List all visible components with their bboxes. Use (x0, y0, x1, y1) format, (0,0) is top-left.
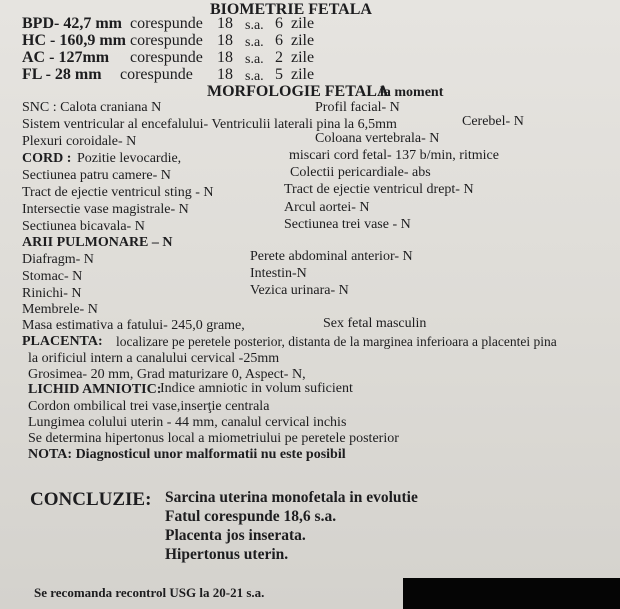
sectiunea4-line: Sectiunea patru camere- N (22, 168, 171, 183)
morph-title: MORFOLOGIE FETALA (207, 83, 389, 100)
arcul-line: Arcul aortei- N (284, 200, 370, 215)
placenta-label: PLACENTA: (22, 334, 103, 349)
bpd-sa: s.a. (245, 18, 264, 33)
fl-days: 5 (275, 66, 283, 83)
ac-corr: corespunde (130, 49, 203, 66)
recommendation-line: Se recomanda recontrol USG la 20-21 s.a. (34, 585, 265, 600)
bicavala-line: Sectiunea bicavala- N (22, 219, 145, 234)
conclusion-label: CONCLUZIE: (30, 489, 152, 510)
lichid-label: LICHID AMNIOTIC: (28, 382, 162, 397)
plexuri-line: Plexuri coroidale- N (22, 134, 137, 149)
fl-weeks: 18 (217, 66, 233, 83)
fl-unit: zile (291, 66, 315, 83)
hc-corr: corespunde (130, 32, 203, 49)
bpd-label: BPD- 42,7 mm (22, 15, 122, 32)
conclusion-item: Sarcina uterina monofetala in evolutie (165, 489, 418, 506)
fl-corr: corespunde (120, 66, 193, 83)
perete-line: Perete abdominal anterior- N (250, 249, 413, 264)
ac-label: AC - 127mm (22, 49, 110, 66)
sistem-line: Sistem ventricular al encefalului- Ventriculii laterali pina la 6,5mm (22, 117, 397, 132)
hc-label: HC - 160,9 mm (22, 32, 126, 49)
snc-line: SNC : Calota craniana N (22, 100, 162, 115)
coloana-line: Coloana vertebrala- N (315, 131, 440, 146)
ac-sa: s.a. (245, 52, 264, 67)
tract-drept-line: Tract de ejectie ventricul drept- N (284, 182, 474, 197)
membrele-line: Membrele- N (22, 302, 98, 317)
hc-unit: zile (291, 32, 315, 49)
fl-label: FL - 28 mm (22, 66, 102, 83)
vezica-line: Vezica urinara- N (250, 283, 349, 298)
redaction-box (403, 578, 620, 609)
rinichi-line: Rinichi- N (22, 286, 82, 301)
conclusion-item: Hipertonus uterin. (165, 546, 289, 563)
diafragm-line: Diafragm- N (22, 252, 94, 267)
stomac-line: Stomac- N (22, 269, 83, 284)
arii-line: ARII PULMONARE – N (22, 235, 173, 250)
profil-line: Profil facial- N (315, 100, 400, 115)
cord-value: Pozitie levocardie, (77, 151, 182, 166)
bpd-unit: zile (291, 15, 315, 32)
cordon-line: Cordon ombilical trei vase,inserţie centrala (28, 399, 270, 414)
conclusion-item: Fatul corespunde 18,6 s.a. (165, 508, 337, 525)
hc-sa: s.a. (245, 35, 264, 50)
intersectie-line: Intersectie vase magistrale- N (22, 202, 189, 217)
placenta-value: localizare pe peretele posterior, distanta de la marginea inferioara a placentei pina (116, 334, 557, 349)
bpd-corr: corespunde (130, 15, 203, 32)
ac-weeks: 18 (217, 49, 233, 66)
lungimea-line: Lungimea colului uterin - 44 mm, canalul cervical inchis (28, 415, 347, 430)
sex-line: Sex fetal masculin (323, 316, 427, 331)
placenta-cont: la orificiul intern a canalului cervical -25mm (28, 351, 280, 366)
lichid-value: Indice amniotic in volum suficient (160, 381, 353, 396)
nota-line: NOTA: Diagnosticul unor malformatii nu este posibil (28, 447, 346, 462)
hc-days: 6 (275, 32, 283, 49)
miscari-line: miscari cord fetal- 137 b/min, ritmice (289, 148, 499, 163)
hc-weeks: 18 (217, 32, 233, 49)
bpd-weeks: 18 (217, 15, 233, 32)
hipertonus-local-line: Se determina hipertonus local a miometriului pe peretele posterior (28, 431, 399, 446)
ac-days: 2 (275, 49, 283, 66)
colectii-line: Colectii pericardiale- abs (290, 165, 431, 180)
biometry-title: BIOMETRIE FETALA (210, 1, 372, 18)
masa-line: Masa estimativa a fatului- 245,0 grame, (22, 318, 245, 333)
cerebel-line: Cerebel- N (462, 114, 524, 129)
cord-label: CORD : (22, 151, 72, 166)
grosimea-line: Grosimea- 20 mm, Grad maturizare 0, Aspect- N, (28, 367, 306, 382)
ac-unit: zile (291, 49, 315, 66)
bpd-days: 6 (275, 15, 283, 32)
conclusion-item: Placenta jos inserata. (165, 527, 306, 544)
morph-subtitle: la moment (380, 85, 444, 100)
fl-sa: s.a. (245, 69, 264, 84)
trei-vase-line: Sectiunea trei vase - N (284, 217, 411, 232)
intestin-line: Intestin-N (250, 266, 307, 281)
tract-sting-line: Tract de ejectie ventricul sting - N (22, 185, 214, 200)
